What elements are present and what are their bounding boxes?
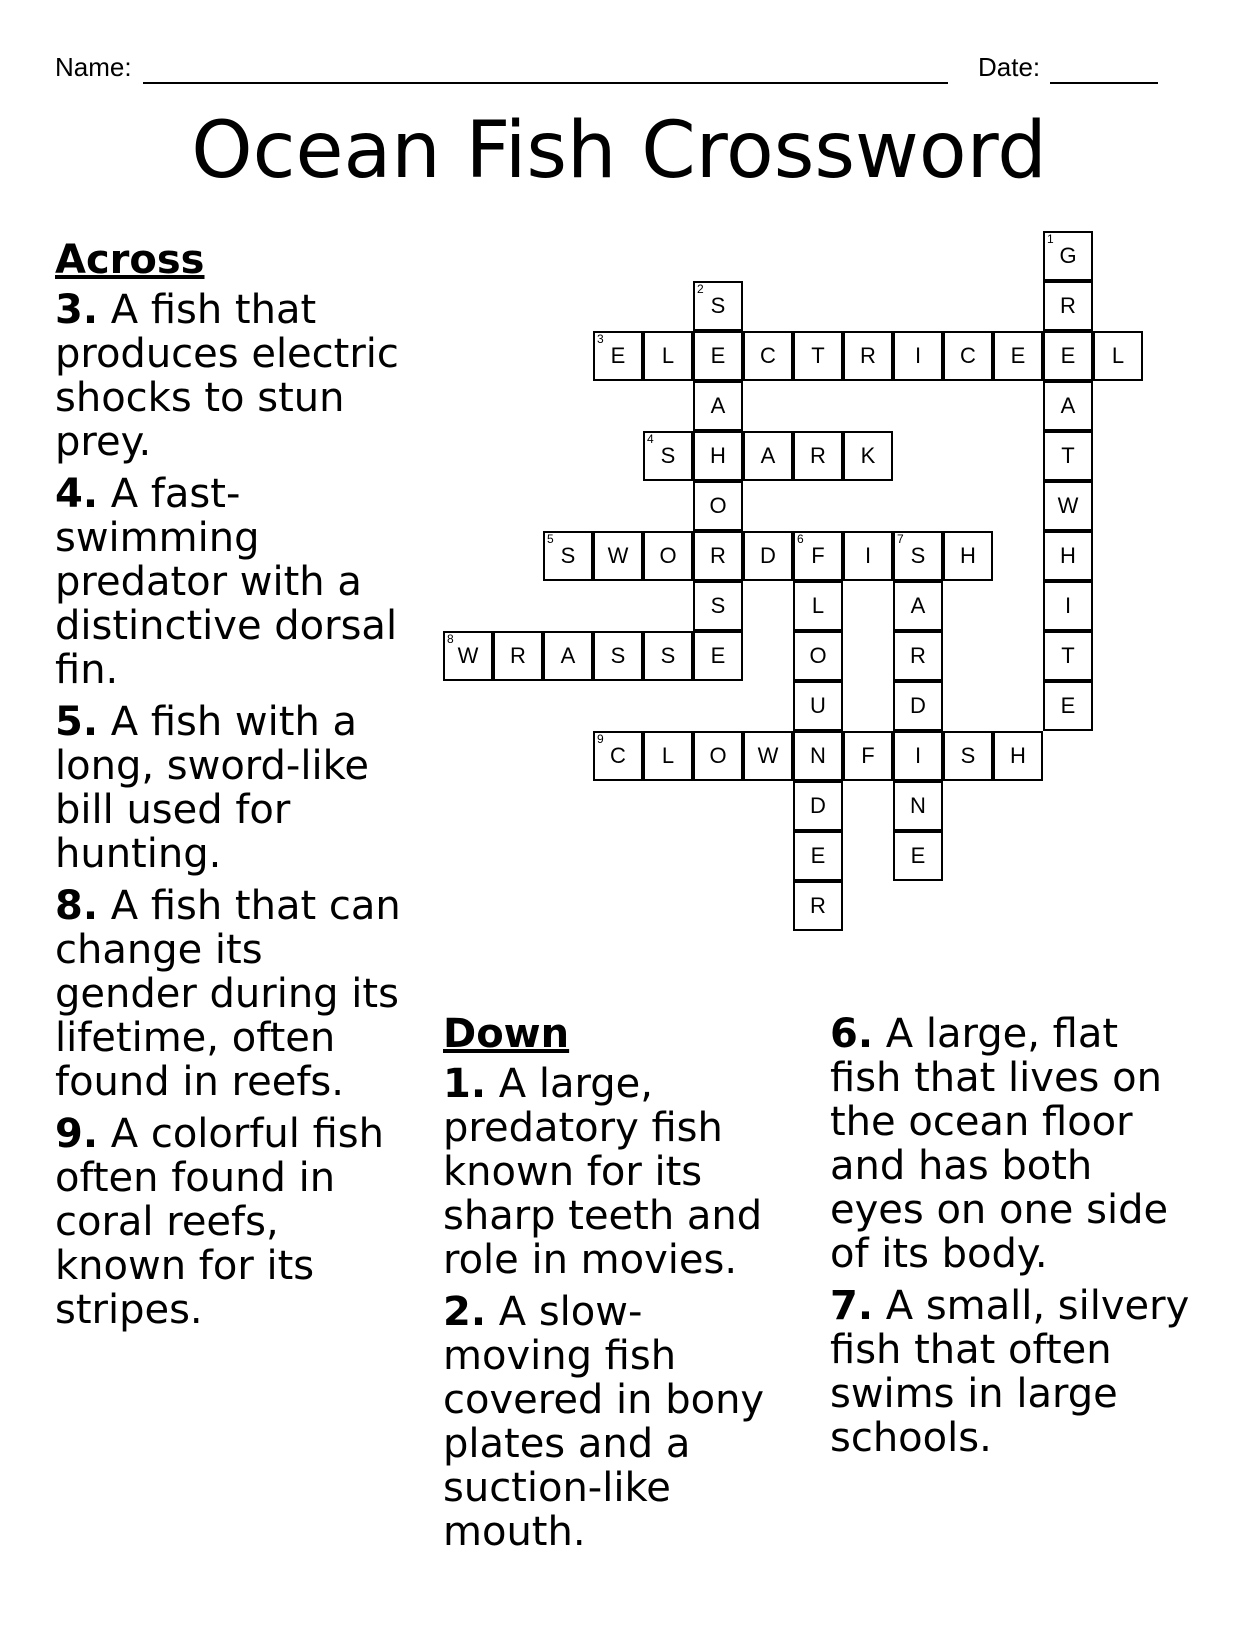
cell-letter: L [811,593,825,618]
grid-cell[interactable] [543,631,593,681]
grid-cell[interactable] [793,881,843,931]
down-clue [443,1290,788,1554]
grid-cell[interactable] [893,581,943,631]
grid-cell[interactable] [843,331,893,381]
clue-number: 9. [55,1111,99,1157]
grid-cell[interactable] [1043,581,1093,631]
cell-letter: S [710,593,726,618]
clue-text: A fish that can change its gender during its lifetime, often found in reefs. [55,883,401,1105]
name-field-line[interactable] [143,82,948,84]
clue-number: 5. [55,699,99,745]
cell-letter: H [710,443,726,468]
name-label: Name: [55,52,132,82]
across-heading: Across [55,237,205,283]
cell-letter: E [610,343,626,368]
grid-cell[interactable] [793,681,843,731]
cell-letter: T [811,343,825,368]
cell-number: 3 [597,332,604,346]
down-clue [830,1012,1190,1276]
grid-cell[interactable] [443,631,493,681]
cell-number: 5 [547,532,554,546]
cell-letter: G [1059,243,1077,268]
cell-letter: I [914,743,922,768]
grid-cell[interactable] [893,731,943,781]
grid-cell[interactable] [693,331,743,381]
clue-number: 7. [830,1283,874,1329]
across-clue [55,288,415,464]
grid-cell[interactable] [993,731,1043,781]
cell-letter: C [760,343,776,368]
cell-letter: W [457,643,479,668]
clue-text: A fish that produces electric shocks to stun prey. [55,287,399,465]
cell-letter: W [607,543,629,568]
grid-cell[interactable] [643,331,693,381]
cell-letter: E [1060,343,1076,368]
cell-letter: H [1010,743,1026,768]
grid-cell[interactable] [743,331,793,381]
across-clue [55,1112,415,1332]
grid-cell[interactable] [693,731,743,781]
grid-cell[interactable] [643,731,693,781]
grid-cell[interactable] [793,431,843,481]
cell-letter: S [660,643,676,668]
cell-letter: E [810,843,826,868]
cell-letter: K [860,443,876,468]
grid-cell[interactable] [893,681,943,731]
clue-number: 8. [55,883,99,929]
grid-cell[interactable] [1043,531,1093,581]
grid-cell[interactable] [593,531,643,581]
cell-number: 1 [1047,232,1054,246]
cell-letter: A [1060,393,1076,418]
cell-letter: O [709,743,727,768]
down-clues [443,1012,788,1562]
grid-cell[interactable] [643,631,693,681]
cell-number: 6 [797,532,804,546]
grid-cell[interactable] [1043,681,1093,731]
cell-letter: R [710,543,726,568]
clue-text: A fast-swimming predator with a distinctive dorsal fin. [55,471,398,693]
cell-letter: W [1057,493,1079,518]
grid-cell[interactable] [593,631,643,681]
clue-number: 2. [443,1289,487,1335]
cell-number: 7 [897,532,904,546]
cell-number: 2 [697,282,704,296]
down-heading: Down [443,1011,570,1057]
grid-cell[interactable] [793,631,843,681]
grid-cell[interactable] [1043,231,1093,281]
date-field-line[interactable] [1050,82,1158,84]
cell-letter: S [710,293,726,318]
grid-cell[interactable] [1093,331,1143,381]
cell-letter: W [757,743,779,768]
clue-text: A colorful fish often found in coral reefs, known for its stripes. [55,1111,384,1333]
grid-cell[interactable] [893,831,943,881]
cell-letter: N [910,793,926,818]
grid-cell[interactable] [943,331,993,381]
clue-text: A slow-moving fish covered in bony plates and a suction-like mouth. [443,1289,765,1555]
cell-letter: R [810,893,826,918]
grid-cell[interactable] [943,531,993,581]
cell-letter: A [560,643,576,668]
cell-number: 9 [597,732,604,746]
cell-letter: A [710,393,726,418]
cell-letter: O [709,493,727,518]
grid-cell[interactable] [543,531,593,581]
cell-letter: E [1010,343,1026,368]
across-clues [55,238,415,1340]
page-title: Ocean Fish Crossword [191,106,1047,196]
clue-text: A large, predatory fish known for its sharp teeth and role in movies. [443,1061,763,1283]
grid-cell[interactable] [693,381,743,431]
grid-cell[interactable] [793,781,843,831]
cell-letter: H [1060,543,1076,568]
down-clue [830,1284,1190,1460]
grid-cell[interactable] [893,781,943,831]
cell-letter: C [610,743,626,768]
cell-number: 4 [647,432,654,446]
grid-cell[interactable] [643,431,693,481]
grid-cell[interactable] [843,531,893,581]
grid-cell[interactable] [893,631,943,681]
cell-letter: F [811,543,825,568]
cell-letter: I [864,543,872,568]
grid-cell[interactable] [1043,381,1093,431]
cell-letter: O [659,543,677,568]
cell-letter: S [660,443,676,468]
grid-cell[interactable] [693,431,743,481]
grid-cell[interactable] [893,331,943,381]
cell-number: 8 [447,632,454,646]
cell-letter: S [910,543,926,568]
grid-cell[interactable] [793,531,843,581]
grid-cell[interactable] [793,831,843,881]
cell-letter: L [661,743,675,768]
cell-letter: R [810,443,826,468]
cell-letter: E [710,343,726,368]
cell-letter: R [910,643,926,668]
across-clue [55,884,415,1104]
grid-cell[interactable] [843,431,893,481]
grid-cell[interactable] [793,731,843,781]
cell-letter: D [810,793,826,818]
cell-letter: S [610,643,626,668]
down-clues-continued [830,1012,1190,1468]
grid-cell[interactable] [643,531,693,581]
grid-cell[interactable] [993,331,1043,381]
grid-cell[interactable] [743,731,793,781]
grid-cell[interactable] [593,731,643,781]
cell-letter: N [810,743,826,768]
grid-cell[interactable] [1043,431,1093,481]
cell-letter: C [960,343,976,368]
grid-cell[interactable] [493,631,543,681]
grid-cell[interactable] [1043,631,1093,681]
cell-letter: I [914,343,922,368]
across-clue [55,700,415,876]
grid-cell[interactable] [693,281,743,331]
grid-cell[interactable] [1043,331,1093,381]
clue-text: A small, silvery fish that often swims in large schools. [830,1283,1190,1461]
cell-letter: E [1060,693,1076,718]
cell-letter: D [910,693,926,718]
grid-cell[interactable] [693,631,743,681]
grid-cell[interactable] [743,431,793,481]
cell-letter: U [810,693,826,718]
grid-cell[interactable] [893,531,943,581]
grid-cell[interactable] [593,331,643,381]
cell-letter: S [560,543,576,568]
grid-cell[interactable] [943,731,993,781]
cell-letter: A [760,443,776,468]
cell-letter: S [960,743,976,768]
cell-letter: T [1061,443,1075,468]
clue-number: 1. [443,1061,487,1107]
cell-letter: R [510,643,526,668]
cell-letter: I [1064,593,1072,618]
cell-letter: R [1060,293,1076,318]
cell-letter: E [910,843,926,868]
grid-cell[interactable] [1043,281,1093,331]
clue-number: 6. [830,1011,874,1057]
cell-letter: R [860,343,876,368]
cell-letter: O [809,643,827,668]
cell-letter: F [861,743,875,768]
grid-cell[interactable] [793,581,843,631]
cell-letter: H [960,543,976,568]
cell-letter: A [910,593,926,618]
down-clue [443,1062,788,1282]
grid-cell[interactable] [693,581,743,631]
grid-cell[interactable] [1043,481,1093,531]
grid-cell[interactable] [743,531,793,581]
cell-letter: L [661,343,675,368]
cell-letter: L [1111,343,1125,368]
clue-text: A fish with a long, sword-like bill used for hunting. [55,699,369,877]
grid-cell[interactable] [693,481,743,531]
clue-number: 4. [55,471,99,517]
grid-cell[interactable] [843,731,893,781]
clue-text: A large, flat fish that lives on the ocean floor and has both eyes on one side of its body. [830,1011,1169,1277]
clue-number: 3. [55,287,99,333]
across-clue [55,472,415,692]
cell-letter: E [710,643,726,668]
date-label: Date: [978,52,1041,82]
grid-cell[interactable] [693,531,743,581]
cell-letter: D [760,543,776,568]
cell-letter: T [1061,643,1075,668]
grid-cell[interactable] [793,331,843,381]
